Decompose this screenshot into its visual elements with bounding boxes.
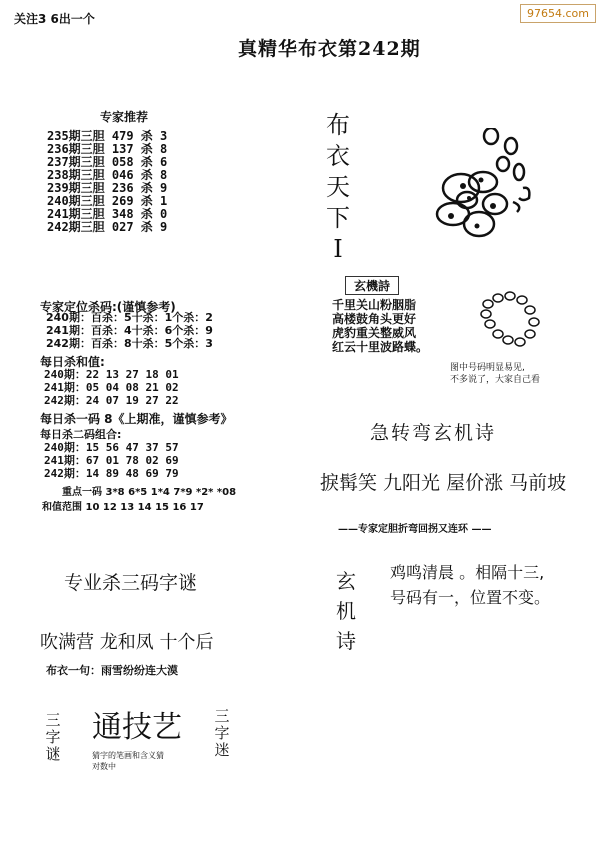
- expert-row: 240期三胆 269 杀 1: [47, 194, 168, 208]
- mystic-poem-line: 高楼鼓角头更好: [332, 312, 417, 326]
- mystic-poem-line: 虎豹重关整威风: [332, 326, 417, 340]
- expert-list: [47, 130, 167, 234]
- two-code-row: 240期：15 56 47 37 57: [44, 441, 179, 454]
- ring-shape: [514, 164, 524, 180]
- position-kill-row: 242期：百杀：8十杀：5个杀：3: [46, 337, 213, 350]
- key-one-code: 重点一码 3*8 6*5 1*4 7*9 *2* *08: [62, 487, 237, 498]
- pebble-shape: [469, 172, 497, 192]
- two-code-row: 242期：14 89 48 69 79: [44, 467, 179, 480]
- buyi-char: 天: [326, 173, 350, 201]
- vertical-poem-char: 机: [336, 599, 356, 623]
- pro-riddle-heading: 专业杀三码字谜: [64, 572, 198, 594]
- page-title: 真精华布衣第242期: [238, 38, 421, 60]
- expert-heading: 专家推荐: [100, 110, 149, 124]
- rooster-line: 鸡鸣清晨 。相隔十三,: [390, 563, 545, 582]
- sum-kill-row: 241期：05 04 08 21 02: [44, 381, 179, 394]
- position-kill-heading: 专家定位杀码:(谨慎参考): [40, 300, 176, 314]
- sum-kill-heading: 每日杀和值:: [40, 355, 105, 369]
- vertical-poem-label: [330, 566, 362, 656]
- picture-note-line: 图中号码明显易见,: [450, 363, 525, 373]
- ring-shape: [484, 128, 498, 144]
- mystic-poem: [332, 298, 428, 354]
- site-watermark: 97654.com: [520, 4, 596, 23]
- expert-row: 238期三胆 046 杀 8: [47, 168, 168, 182]
- buyi-tianxia-vertical: [322, 110, 354, 265]
- buyi-char: Ⅰ: [333, 235, 343, 263]
- riddle-right-vertical: [214, 708, 230, 759]
- buyi-char: 布: [326, 111, 350, 139]
- expert-row: 236期三胆 137 杀 8: [47, 142, 168, 156]
- pro-riddle-line: 吹满营 龙和凤 十个后: [40, 632, 214, 653]
- vertical-poem-char: 玄: [336, 569, 356, 593]
- riddle-right-label: 三字迷: [214, 707, 230, 759]
- pebble-illustration: [425, 128, 555, 248]
- position-kill-row: 240期：百杀：5十杀：1个杀：2: [46, 311, 213, 324]
- two-code-row: 241期：67 01 78 02 69: [44, 454, 179, 467]
- pebble-shape: [464, 212, 494, 236]
- top-note: 关注3 6出一个: [14, 12, 95, 26]
- mystic-poem-line: 红云十里波路蝶。: [332, 340, 429, 354]
- picture-note: [450, 362, 540, 386]
- ring-shape: [505, 138, 517, 154]
- two-code-heading: 每日杀二码组合:: [40, 428, 122, 441]
- rooster-line: 号码有一，位置不变。: [390, 588, 551, 607]
- mystic-poem-heading: 玄機詩: [345, 276, 399, 295]
- buyi-char: 衣: [326, 142, 350, 170]
- expert-row: 241期三胆 348 杀 0: [47, 207, 168, 221]
- riddle-note-line: 猜字的笔画和含义猜: [92, 751, 164, 760]
- mystic-poem-line: 千里关山粉胭脂: [332, 298, 417, 312]
- hook-shape: [513, 202, 519, 212]
- buyi-sentence: 布衣一句：雨雪纷纷连大漠: [46, 664, 178, 677]
- urgent-poem-heading: 急转弯玄机诗: [370, 422, 497, 444]
- buyi-char: 下: [326, 204, 350, 232]
- daily-kill-one: 每日杀一码 8《上期准，谨慎参考》: [40, 412, 233, 426]
- ring-shape: [497, 157, 509, 171]
- rooster-poem: [390, 560, 550, 610]
- sum-kill-row: 242期：24 07 19 27 22: [44, 394, 179, 407]
- position-kill-row: 241期：百杀：4十杀：6个杀：9: [46, 324, 213, 337]
- bead-necklace-illustration: [476, 290, 566, 360]
- position-kill-list: [46, 311, 213, 350]
- expert-row: 242期三胆 027 杀 9: [47, 220, 168, 234]
- sum-range: 和值范围 10 12 13 14 15 16 17: [42, 502, 204, 513]
- riddle-left-vertical: [45, 712, 61, 763]
- riddle-center: 通技艺: [92, 710, 182, 745]
- two-code-list: [44, 441, 179, 480]
- expert-row: 237期三胆 058 杀 6: [47, 155, 168, 169]
- expert-turn-line: ——专家定胆折弯回拐又连环 ——: [338, 524, 492, 535]
- urgent-poem-answers: 捩髯笑 九阳光 屋价涨 马前坡: [320, 472, 567, 494]
- sum-kill-row: 240期：22 13 27 18 01: [44, 368, 179, 381]
- expert-row: 239期三胆 236 杀 9: [47, 181, 168, 195]
- picture-note-line: 不多说了，大家自己看: [450, 375, 541, 385]
- expert-row: 235期三胆 479 杀 3: [47, 129, 168, 143]
- vertical-poem-char: 诗: [336, 629, 356, 653]
- riddle-note-line: 对数中: [92, 762, 116, 771]
- hook-shape: [519, 188, 529, 200]
- riddle-left-label: 三字谜: [45, 711, 61, 763]
- sum-kill-list: [44, 368, 179, 407]
- riddle-note: [92, 750, 164, 772]
